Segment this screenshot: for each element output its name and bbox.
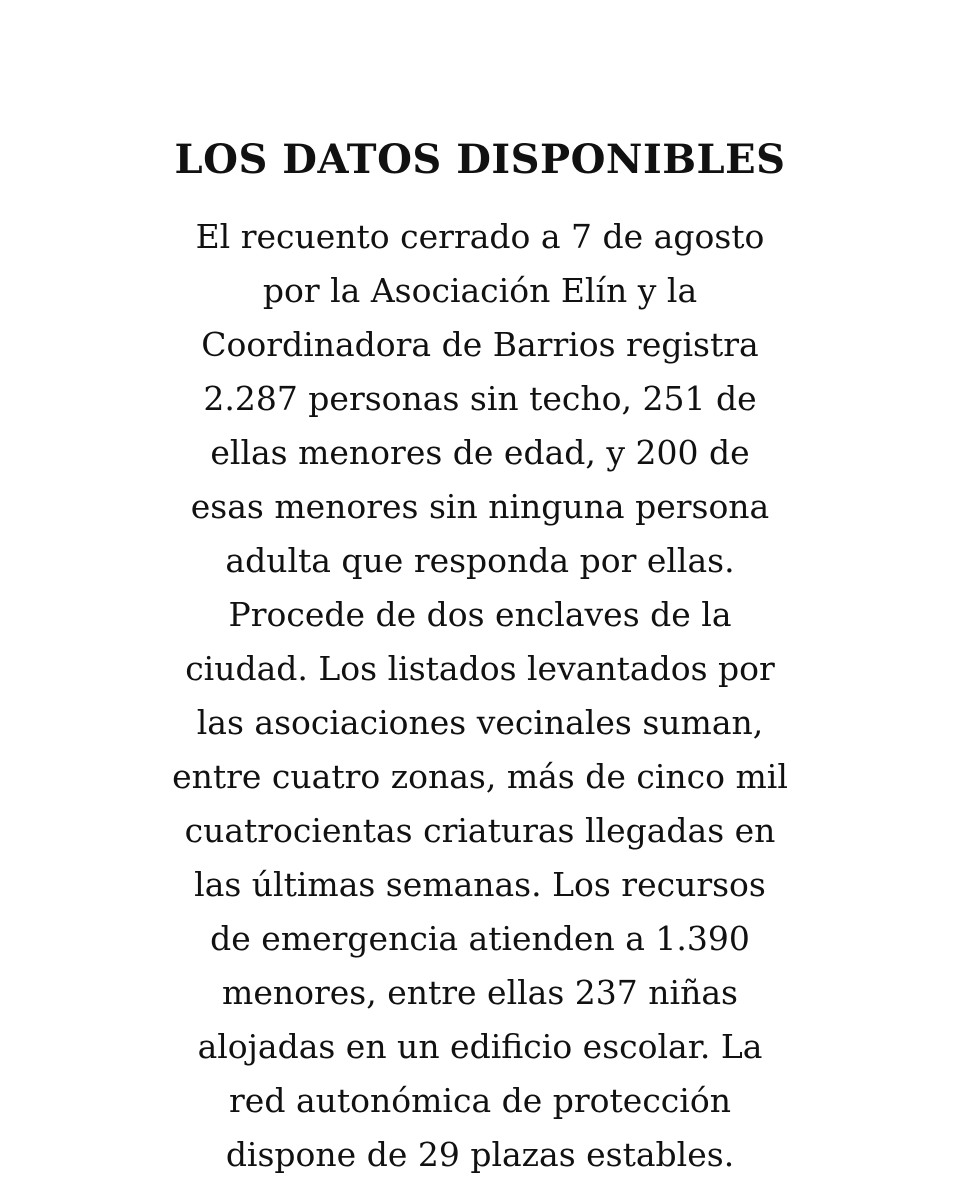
paragraph-line: adulta que responda por ellas.	[225, 541, 735, 580]
paragraph-line: menores, entre ellas 237 niñas	[222, 973, 738, 1012]
paragraph-line: El recuento cerrado a 7 de agosto	[195, 217, 765, 256]
paragraph-line: las últimas semanas. Los recursos	[194, 865, 766, 904]
paragraph-line: ellas menores de edad, y 200 de	[210, 433, 750, 472]
paragraph-line: esas menores sin ninguna persona	[190, 487, 770, 526]
paragraph-line: las asociaciones vecinales suman,	[196, 703, 764, 742]
paragraph-line: por la Asociación Elín y la	[262, 271, 698, 310]
paragraph-line: Procede de dos enclaves de la	[228, 595, 732, 634]
paragraph-line: Coordinadora de Barrios registra	[201, 325, 759, 364]
page-title: LOS DATOS DISPONIBLES	[174, 136, 786, 183]
paragraph-line: cuatrocientas criaturas llegadas en	[184, 811, 776, 850]
paragraph-line: de emergencia atienden a 1.390	[210, 919, 750, 958]
paragraph-line: alojadas en un edificio escolar. La	[197, 1027, 763, 1066]
paragraph-line: 2.287 personas sin techo, 251 de	[203, 379, 757, 418]
body-paragraph	[0, 210, 960, 1182]
paragraph-line: dispone de 29 plazas estables.	[225, 1135, 735, 1174]
paragraph-line: red autonómica de protección	[229, 1081, 731, 1120]
paragraph-line: entre cuatro zonas, más de cinco mil	[172, 757, 788, 796]
paragraph-line: ciudad. Los listados levantados por	[185, 649, 775, 688]
